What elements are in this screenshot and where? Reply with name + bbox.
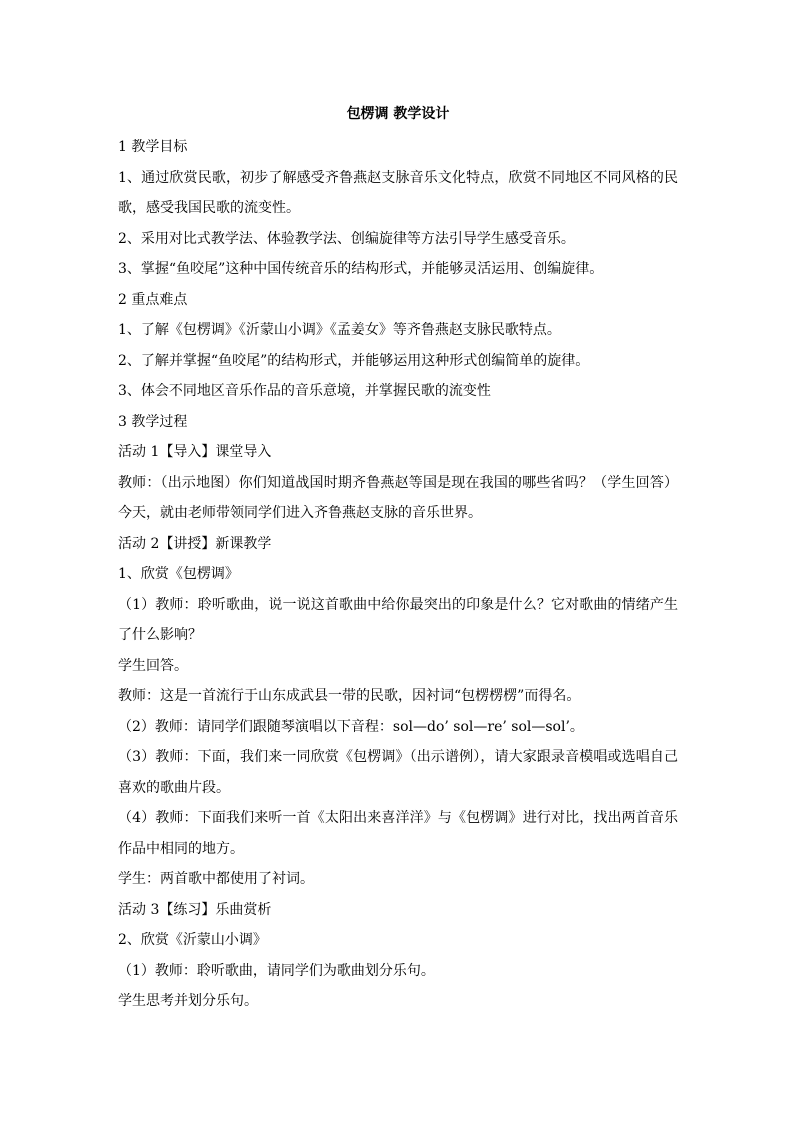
paragraph: 学生思考并划分乐句。	[118, 993, 258, 1009]
paragraph: 1、欣赏《包楞调》	[118, 566, 239, 582]
paragraph: （1）教师：聆听歌曲，说一说这首歌曲中给你最突出的印象是什么？它对歌曲的情绪产生了什么影响？	[118, 596, 678, 643]
section-heading-process: 3 教学过程	[118, 413, 188, 430]
activity-heading: 活动 2【讲授】新课教学	[118, 535, 272, 552]
document-title: 包楞调 教学设计	[346, 106, 450, 122]
activity-heading: 活动 3【练习】乐曲赏析	[118, 901, 272, 918]
paragraph: 2、采用对比式教学法、体验教学法、创编旋律等方法引导学生感受音乐。	[118, 230, 575, 247]
paragraph: 3、体会不同地区音乐作品的音乐意境，并掌握民歌的流变性	[118, 383, 491, 399]
paragraph: 1、通过欣赏民歌，初步了解感受齐鲁燕赵支脉音乐文化特点，欣赏不同地区不同风格的民歌，感受我国民歌的流变性。	[118, 169, 678, 216]
paragraph: 学生：两首歌中都使用了衬词。	[118, 871, 314, 887]
paragraph: 3、掌握“鱼咬尾”这种中国传统音乐的结构形式，并能够灵活运用、创编旋律。	[118, 261, 604, 277]
paragraph: 教师：这是一首流行于山东成武县一带的民歌，因衬词“包楞楞楞”而得名。	[118, 688, 581, 704]
document-body	[118, 100, 678, 1017]
paragraph: 1、了解《包楞调》《沂蒙山小调》《孟姜女》等齐鲁燕赵支脉民歌特点。	[118, 322, 561, 338]
paragraph: 2、了解并掌握“鱼咬尾”的结构形式，并能够运用这种形式创编简单的旋律。	[118, 352, 590, 369]
paragraph: （4）教师：下面我们来听一首《太阳出来喜洋洋》与《包楞调》进行对比，找出两首音乐作品中相同的地方。	[118, 810, 678, 857]
paragraph: （1）教师：聆听歌曲，请同学们为歌曲划分乐句。	[118, 962, 435, 979]
paragraph: 教师：（出示地图）你们知道战国时期齐鲁燕赵等国是现在我国的哪些省吗？（学生回答）今天，就由老师带领同学们进入齐鲁燕赵支脉的音乐世界。	[118, 474, 678, 521]
section-heading-key-points: 2 重点难点	[118, 291, 188, 308]
section-heading-objectives: 1 教学目标	[118, 139, 188, 155]
paragraph: 2、欣赏《沂蒙山小调》	[118, 932, 267, 948]
paragraph: 学生回答。	[118, 657, 188, 674]
activity-heading: 活动 1【导入】课堂导入	[118, 444, 272, 460]
paragraph: （2）教师：请同学们跟随琴演唱以下音程：sol—do’ sol—re’ sol—sol’。	[118, 718, 584, 735]
paragraph: （3）教师：下面，我们来一同欣赏《包楞调》（出示谱例），请大家跟录音模唱或选唱自己喜欢的歌曲片段。	[118, 749, 678, 796]
